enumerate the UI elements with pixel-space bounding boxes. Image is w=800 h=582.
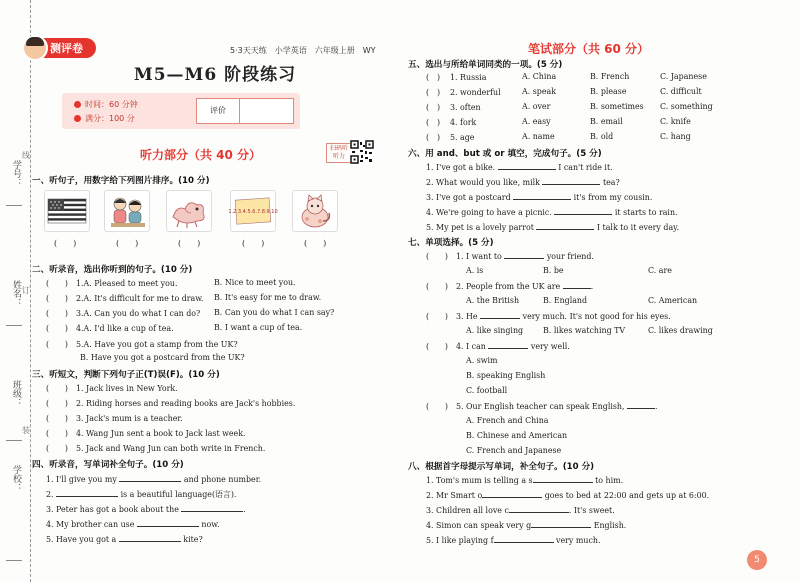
- q7-option-c: C. football: [466, 386, 508, 395]
- fill-blank[interactable]: [137, 519, 199, 527]
- answer-paren[interactable]: ( ): [426, 282, 448, 291]
- q2-item: ( ) 1.A. Pleased to meet you.: [46, 279, 178, 288]
- q7-question: ( ) 5. Our English teacher can speak English, .: [426, 402, 658, 411]
- writing-section-title: 笔试部分（共 60 分）: [528, 42, 650, 56]
- fill-blank[interactable]: [119, 474, 181, 482]
- answer-paren[interactable]: ( ): [426, 73, 441, 82]
- q7-option-c: C. American: [648, 296, 698, 305]
- q7-question: ( ) 1. I want to your friend.: [426, 252, 594, 261]
- q4-heading: 四、听录音，写单词补全句子。(10 分): [32, 460, 184, 470]
- q3-item: ( ) 1. Jack lives in New York.: [46, 384, 178, 393]
- cartoon-avatar-icon: [22, 35, 48, 61]
- evaluation-box: [196, 98, 294, 124]
- q7-option-a: A. like singing: [466, 326, 524, 335]
- q3-heading: 三、听短文，判断下列句子正(T)误(F)。(10 分): [32, 370, 220, 380]
- q7-option-c: C. are: [648, 266, 672, 275]
- worksheet-page: 学号： 线 姓名： 订 班级： 装 学校： 测评卷 5·3天天练 小学英语 六年级上册 WY M5—M6 阶段练习 时间：60 分钟 满分：100 分 评价 听力部分（共 40 分） 扫码听听力 一、听句子，用数字给下列图片排序。(10 分) 1.2.3.4.5.6.7.8.9.10 ( ) ( ) ( ) ( ) ( ) 二、听录音，选出你听到的句子。(10 分) ( ) 1.A. Pleased to meet you. B. Nice to meet you. ( ) 2.A. It's difficult for me to draw. B. It's easy for me to draw. ( ) 3.A. Can you do what I can do? B. Can you do what I can say? ( ) 4.A. I'd like a cup of tea. B. I want a cup of tea. ( ) 5.A. Have you got a stamp from the UK? B. Have you got a postcard from the UK? 三、听短文，判断下列句子正(T)误(F)。(10 分) ( ) 1. Jack lives in New York. ( ) 2. Riding horses and reading books are Jack's hobbies. ( ) 3. Jack's mum is a teacher. ( ) 4. Wang Jun sent a book to Jack last week. ( ) 5. Jack and Wang Jun can both write in French. 四、听录音，写单词补全句子。(10 分) 1. I'll give you my and phone number. 2. is a beautiful language(语言). 3. Peter has got a book about the . 4. My brother can use now. 5. Have you got a kite? 笔试部分（共 60 分） 五、选出与所给单词同类的一项。(5 分) ( ) 1. Russia A. China B. French C. Japanese ( ) 2. wonderful A. speak B. please C. difficult ( ) 3. often A. over B. sometimes C. something ( ) 4. fork A. easy B. email C. knife ( ) 5. age A. name B. old C. hang 六、用 and、but 或 or 填空，完成句子。(5 分) 1. I've got a bike. I can't ride it. 2. What would you like, milk tea? 3. I've got a postcard it's from my cousin. 4. We're going to have a picnic. it starts to rain. 5. My pet is a lovely parrot I talk to it every day. 七、单项选择。(5 分) ( ) 1. I want to your friend. A. is B. be C. are ( ) 2. People from the UK are . A. the British B. England C. American ( ) 3. He very much. It's not good for his eyes. A. like singing B. likes watching TV C. likes drawing ( ) 4. I can very well. A. swim B. speaking English C. football ( ) 5. Our English teacher can speak English, . A. French and China B. Chinese and American C. French and Japanese 八、根据首字母提示写单词，补全句子。(10 分) 1. Tom's mum is telling a s to him. 2. Mr Smart o goes to bed at 22:00 and gets up at 6:00. 3. Children all love c . It's sweet. 4. Simon can speak very g English. 5. I like playing f very much. 5: [0, 0, 800, 582]
- q2-option-b: B. Nice to meet you.: [214, 278, 296, 287]
- q7-question: ( ) 4. I can very well.: [426, 342, 570, 351]
- fill-blank[interactable]: [56, 489, 118, 497]
- q6-item: 1. I've got a bike. I can't ride it.: [426, 163, 613, 172]
- page-title: M5—M6 阶段练习: [133, 65, 297, 85]
- page-number: 5: [747, 550, 767, 570]
- children-icon: [105, 191, 149, 231]
- q7-option-b: B. speaking English: [466, 371, 546, 380]
- picture-number-card: [230, 190, 276, 232]
- answer-paren[interactable]: ( ): [46, 399, 68, 408]
- dragon-icon: [167, 191, 211, 231]
- q3-item: ( ) 3. Jack's mum is a teacher.: [46, 414, 183, 423]
- cat-icon: [293, 191, 337, 231]
- fill-blank[interactable]: [563, 281, 591, 289]
- q8-item: 5. I like playing f very much.: [426, 536, 601, 545]
- q7-option-b: B. be: [543, 266, 564, 275]
- q2-option-b: B. Can you do what I can say?: [214, 308, 335, 317]
- time-limit: 时间：60 分钟: [74, 99, 138, 110]
- picture-kids-drawing: [104, 190, 150, 232]
- q4-item: 1. I'll give you my and phone number.: [46, 475, 262, 484]
- q3-item: ( ) 5. Jack and Wang Jun can both write in French.: [46, 444, 266, 453]
- answer-paren[interactable]: ( ): [46, 414, 68, 423]
- q8-item: 4. Simon can speak very g English.: [426, 521, 627, 530]
- fill-blank[interactable]: [494, 535, 554, 543]
- binding-mark-line: 线: [22, 151, 30, 160]
- answer-paren[interactable]: ( ): [116, 239, 139, 248]
- binding-field-line: [6, 440, 22, 441]
- fill-blank[interactable]: [554, 207, 612, 215]
- q2-option-b: B. Have you got a postcard from the UK?: [80, 353, 245, 362]
- fill-blank[interactable]: [513, 192, 571, 200]
- answer-paren[interactable]: ( ): [304, 239, 327, 248]
- q7-option-b: B. England: [543, 296, 588, 305]
- q7-option-c: C. French and Japanese: [466, 446, 562, 455]
- picture-dragon: [166, 190, 212, 232]
- q6-item: 4. We're going to have a picnic. it starts to rain.: [426, 208, 678, 217]
- q7-heading: 七、单项选择。(5 分): [408, 238, 494, 248]
- q6-item: 3. I've got a postcard it's from my cousin.: [426, 193, 653, 202]
- q7-option-a: A. swim: [466, 356, 498, 365]
- fill-blank[interactable]: [531, 520, 591, 528]
- answer-paren[interactable]: ( ): [426, 402, 448, 411]
- answer-paren[interactable]: ( ): [46, 444, 68, 453]
- q7-option-a: A. is: [466, 266, 484, 275]
- q2-item: ( ) 3.A. Can you do what I can do?: [46, 309, 201, 318]
- test-badge: [24, 38, 96, 58]
- binding-field-line: [6, 205, 22, 206]
- fill-blank[interactable]: [536, 222, 594, 230]
- q1-heading: 一、听句子，用数字给下列图片排序。(10 分): [32, 176, 210, 186]
- q7-option-c: C. likes drawing: [648, 326, 713, 335]
- binding-label-name: 姓名：: [11, 280, 21, 307]
- answer-paren[interactable]: ( ): [426, 252, 448, 261]
- binding-mark-install: 装: [22, 426, 30, 435]
- answer-paren[interactable]: ( ): [54, 239, 77, 248]
- q6-item: 2. What would you like, milk tea?: [426, 178, 620, 187]
- book-info: 5·3天天练 小学英语 六年级上册 WY: [230, 46, 376, 55]
- score-icon: [74, 115, 81, 122]
- binding-label-student-id: 学号：: [11, 160, 21, 187]
- q8-item: 3. Children all love c . It's sweet.: [426, 506, 615, 515]
- fill-blank[interactable]: [542, 177, 600, 185]
- fill-blank[interactable]: [488, 341, 528, 349]
- q6-heading: 六、用 and、but 或 or 填空，完成句子。(5 分): [408, 149, 602, 159]
- q4-item: 4. My brother can use now.: [46, 520, 220, 529]
- picture-us-flag: [44, 190, 90, 232]
- fill-blank[interactable]: [480, 311, 520, 319]
- answer-paren[interactable]: ( ): [426, 342, 448, 351]
- binding-mark-bind: 订: [22, 286, 30, 295]
- clock-icon: [74, 101, 81, 108]
- answer-paren[interactable]: ( ): [46, 279, 68, 288]
- binding-field-line: [6, 325, 22, 326]
- q7-question: ( ) 3. He very much. It's not good for his eyes.: [426, 312, 671, 321]
- q4-item: 5. Have you got a kite?: [46, 535, 203, 544]
- q2-option-b: B. I want a cup of tea.: [214, 323, 303, 332]
- fill-blank[interactable]: [504, 251, 544, 259]
- badge-label: 测评卷: [50, 42, 83, 55]
- q3-item: ( ) 2. Riding horses and reading books are Jack's hobbies.: [46, 399, 296, 408]
- q7-option-b: B. likes watching TV: [543, 326, 626, 335]
- q8-heading: 八、根据首字母提示写单词，补全句子。(10 分): [408, 462, 595, 472]
- number-card-text: 1.2.3.4.5.6.7.8.9.10: [228, 209, 278, 215]
- fill-blank[interactable]: [627, 401, 655, 409]
- q8-item: 1. Tom's mum is telling a s to him.: [426, 476, 624, 485]
- answer-paren[interactable]: ( ): [426, 88, 441, 97]
- answer-paren[interactable]: ( ): [178, 239, 201, 248]
- info-box: [62, 93, 300, 129]
- q7-option-a: A. the British: [466, 296, 520, 305]
- full-score: 满分：100 分: [74, 113, 135, 124]
- answer-paren[interactable]: ( ): [426, 312, 448, 321]
- evaluation-label: 评价: [197, 99, 240, 123]
- fill-blank[interactable]: [498, 162, 556, 170]
- binding-margin: [0, 0, 38, 582]
- fill-blank[interactable]: [533, 475, 593, 483]
- picture-cat: [292, 190, 338, 232]
- q3-item: ( ) 4. Wang Jun sent a book to Jack last week.: [46, 429, 246, 438]
- listening-section-title: 听力部分（共 40 分）: [140, 148, 262, 162]
- q2-item: ( ) 4.A. I'd like a cup of tea.: [46, 324, 174, 333]
- q7-option-b: B. Chinese and American: [466, 431, 568, 440]
- q4-item: 2. is a beautiful language(语言).: [46, 490, 237, 499]
- binding-dashed-line: [30, 0, 31, 582]
- answer-paren[interactable]: ( ): [46, 324, 68, 333]
- answer-paren[interactable]: ( ): [46, 384, 68, 393]
- answer-paren[interactable]: ( ): [242, 239, 265, 248]
- answer-paren[interactable]: ( ): [426, 133, 441, 142]
- q7-question: ( ) 2. People from the UK are .: [426, 282, 594, 291]
- qr-code-icon[interactable]: [350, 140, 374, 164]
- q5-heading: 五、选出与所给单词同类的一项。(5 分): [408, 60, 563, 70]
- answer-paren[interactable]: ( ): [46, 309, 68, 318]
- binding-label-school: 学校：: [11, 465, 21, 492]
- answer-paren[interactable]: ( ): [46, 429, 68, 438]
- qr-caption: 扫码听听力: [326, 143, 352, 163]
- q7-option-a: A. French and China: [466, 416, 549, 425]
- fill-blank[interactable]: [181, 504, 243, 512]
- q4-item: 3. Peter has got a book about the .: [46, 505, 246, 514]
- q2-item: ( ) 5.A. Have you got a stamp from the UK?: [46, 340, 238, 349]
- answer-paren[interactable]: ( ): [426, 103, 441, 112]
- q2-option-b: B. It's easy for me to draw.: [214, 293, 322, 302]
- answer-paren[interactable]: ( ): [46, 340, 68, 349]
- binding-label-class: 班级：: [11, 380, 21, 407]
- q2-item: ( ) 2.A. It's difficult for me to draw.: [46, 294, 204, 303]
- q6-item: 5. My pet is a lovely parrot I talk to it every day.: [426, 223, 680, 232]
- answer-paren[interactable]: ( ): [426, 118, 441, 127]
- fill-blank[interactable]: [482, 490, 542, 498]
- fill-blank[interactable]: [119, 534, 181, 542]
- answer-paren[interactable]: ( ): [46, 294, 68, 303]
- q8-item: 2. Mr Smart o goes to bed at 22:00 and gets up at 6:00.: [426, 491, 710, 500]
- us-flag-icon: [45, 191, 89, 231]
- binding-field-line: [6, 560, 22, 561]
- number-card-icon: [228, 191, 278, 231]
- q2-heading: 二、听录音，选出你听到的句子。(10 分): [32, 265, 193, 275]
- fill-blank[interactable]: [509, 505, 569, 513]
